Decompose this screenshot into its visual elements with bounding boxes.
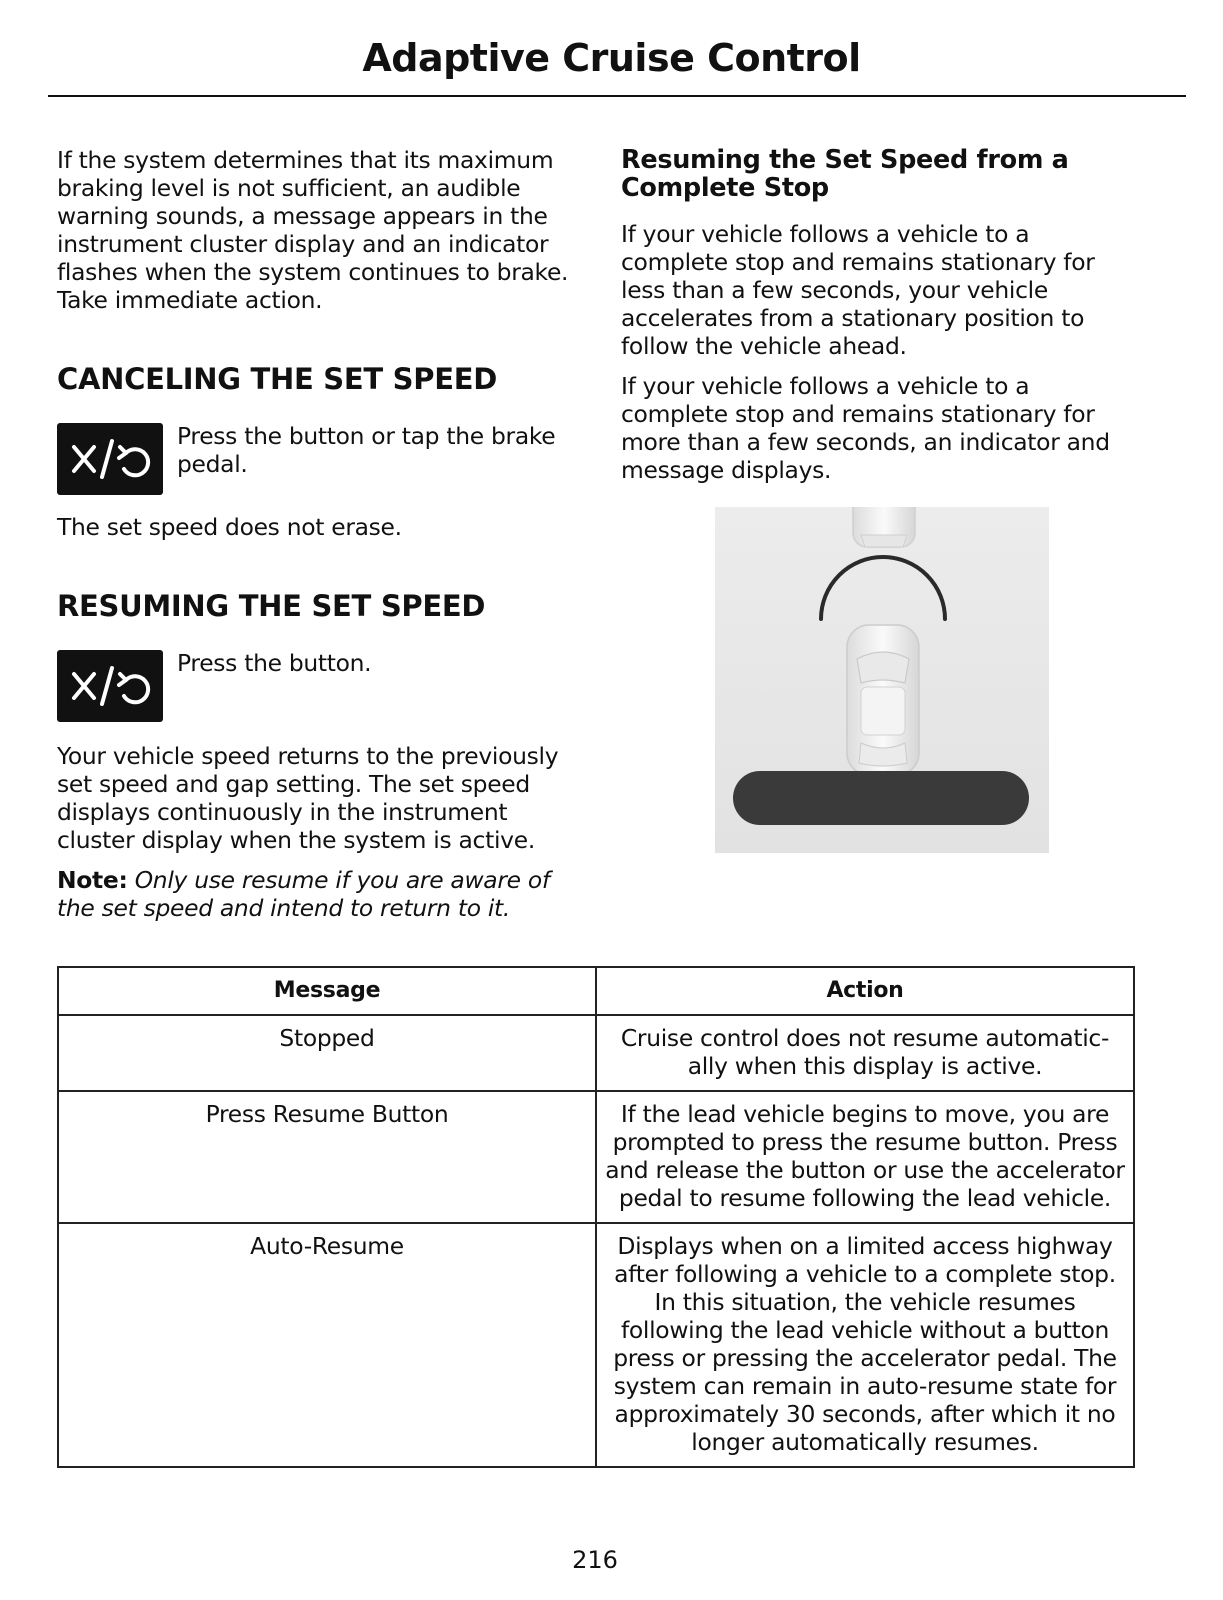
- complete-stop-paragraph-2: If your vehicle follows a vehicle to a complete stop and remains stationary for more than a few seconds, an indicator and message displays.: [621, 372, 1110, 484]
- complete-stop-paragraph-1: If your vehicle follows a vehicle to a complete stop and remains stationary for less than a few seconds, your vehicle accelerates from a stationary position to follow the vehicle ahead.: [621, 220, 1095, 360]
- page-number: 216: [572, 1546, 618, 1574]
- message-column-header: Message: [58, 967, 596, 1015]
- action-cell: Cruise control does not resume automatic-ally when this display is active.: [596, 1015, 1134, 1091]
- action-cell: Displays when on a limited access highway after following a vehicle to a complete stop. In this situation, the vehicle resumes following the lead vehicle without a button press or pressing the accelerator pedal. The system can remain in auto-resume state for approximately 30 seconds, after which it no longer automatically resumes.: [596, 1223, 1134, 1467]
- note-label: Note:: [57, 866, 128, 894]
- canceling-followup: The set speed does not erase.: [57, 513, 402, 541]
- message-cell: Stopped: [58, 1015, 596, 1091]
- action-cell: If the lead vehicle begins to move, you are prompted to press the resume button. Press and release the button or use the accelerator pedal to resume following the lead vehicle.: [596, 1091, 1134, 1223]
- table-row: [58, 1223, 1134, 1467]
- message-cell: Press Resume Button: [58, 1091, 596, 1223]
- resuming-note: [57, 866, 575, 922]
- left-column: [57, 146, 575, 922]
- table-row: [58, 1015, 1134, 1091]
- canceling-instruction: Press the button or tap the brake pedal.: [177, 422, 556, 478]
- title-divider: [48, 95, 1186, 97]
- table-row: [58, 1091, 1134, 1223]
- complete-stop-heading: Resuming the Set Speed from a Complete Stop: [621, 145, 1069, 203]
- resuming-heading: RESUMING THE SET SPEED: [57, 589, 486, 623]
- canceling-heading: CANCELING THE SET SPEED: [57, 362, 497, 396]
- right-column: [621, 146, 1141, 484]
- note-text: Only use resume if you are aware of the set speed and intend to return to it.: [57, 866, 550, 922]
- resuming-instruction: Press the button.: [177, 649, 372, 677]
- resuming-body: Your vehicle speed returns to the previously set speed and gap setting. The set speed displays continuously in the instrument cluster display when the system is active.: [57, 742, 559, 854]
- table-header-row: [58, 967, 1134, 1015]
- stopped-vehicle-indicator-icon: [715, 507, 1049, 853]
- page-title: Adaptive Cruise Control: [362, 36, 861, 80]
- canceling-instruction-row: [57, 422, 575, 495]
- intro-paragraph: If the system determines that its maximum braking level is not sufficient, an audible warning sounds, a message appears in the instrument cluster display and an indicator flashes when the system continues to brake. Take immediate action.: [57, 146, 569, 314]
- message-cell: Auto-Resume: [58, 1223, 596, 1467]
- cancel-resume-button-icon: [57, 650, 163, 722]
- cancel-resume-button-icon: [57, 423, 163, 495]
- message-table: [57, 966, 1135, 1468]
- resuming-instruction-row: [57, 649, 575, 722]
- action-column-header: Action: [596, 967, 1134, 1015]
